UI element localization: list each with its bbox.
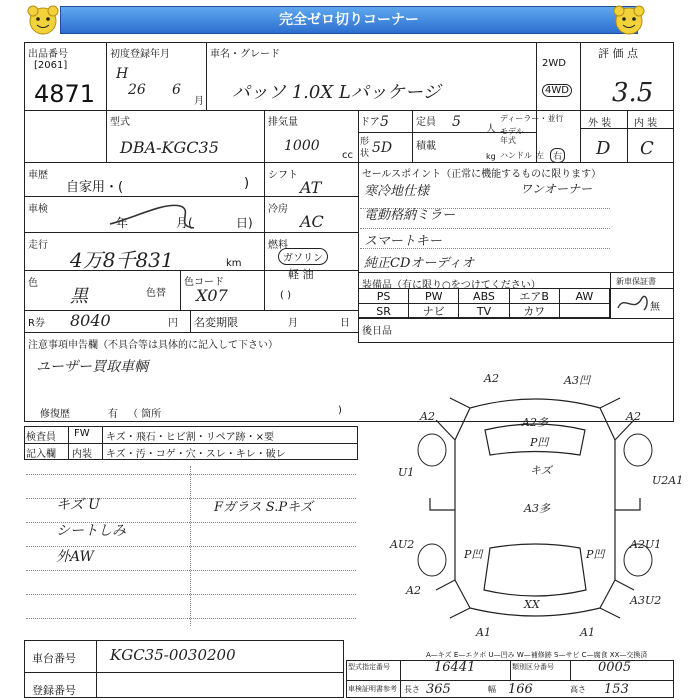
mark-front-right-a3: A3凹 (564, 374, 590, 387)
doors-label: ドア (360, 117, 380, 128)
equip-airbag: エアB (510, 289, 560, 304)
drive-4wd: 4WD (542, 84, 572, 97)
type-no-label: 型式指定番号 (348, 663, 390, 671)
equip-aw: AW (560, 289, 610, 304)
shift-label: シフト (268, 170, 298, 181)
lot-bracket: [2061] (34, 60, 68, 71)
score-ext-value: D (596, 138, 611, 159)
mark-hood-p: P凹 (530, 436, 549, 449)
equip-tv: TV (459, 304, 509, 319)
inspector-fw: FW (74, 428, 90, 439)
mark-right-rear-a2u1: A2U1 (630, 538, 662, 551)
warranty-value: 無 (650, 302, 660, 313)
repair-place: （ 箇所 (128, 409, 162, 420)
sales-point-1: 寒冷地仕様 (364, 184, 430, 199)
mark-left-front-a2: A2 (420, 410, 435, 423)
mark-rear-a1-right: A1 (580, 626, 595, 639)
handle-label: ハンドル (500, 151, 532, 160)
capacity-unit: 人 (486, 124, 496, 135)
shift-value: AT (300, 178, 322, 197)
car-history-close: ) (244, 176, 250, 191)
displacement-unit: cc (342, 150, 353, 161)
lot-label: 出品番号 (28, 49, 68, 60)
mark-left-rear-au2: AU2 (390, 538, 415, 551)
meigi-label: 名変期限 (194, 316, 238, 329)
fuel-label: 燃料 (268, 240, 288, 251)
inspection-month-unit: 月( (176, 216, 193, 230)
inspector-label1: 検査員 (26, 432, 56, 443)
equip-pw: PW (409, 289, 459, 304)
score-value: 3.5 (612, 78, 654, 108)
color-label: 色 (28, 278, 38, 289)
equip-sr: SR (359, 304, 409, 319)
fuel-diesel: 軽 油 (288, 268, 314, 281)
mileage-value: 4万8千831 (70, 248, 174, 272)
dims-height-value: 153 (604, 682, 629, 697)
car-history-label: 車歴 (28, 170, 48, 181)
mascot-right-icon (612, 4, 646, 36)
load-unit: kg (486, 152, 496, 161)
equip-leather: カワ (510, 304, 560, 319)
model-label: 型式 (110, 117, 130, 128)
load-label: 積載 (416, 141, 436, 152)
inspector-label2: 記入欄 (26, 449, 56, 460)
mark-right-u2a1: U2A1 (652, 474, 684, 487)
notes-label: 注意事項申告欄（不具合等は具体的に記入して下さい） (28, 340, 278, 351)
hand-note-right: Fガラス S.Pキズ (214, 500, 313, 515)
inspection-year-unit: 年 (116, 216, 129, 230)
color-change-label: 色替 (146, 288, 166, 299)
mark-right-front-a2: A2 (626, 410, 641, 423)
lot-number: 4871 (34, 80, 96, 108)
sales-points-label: セールスポイント（正常に機能するものに限ります） (362, 169, 602, 180)
first-reg-year: 26 (128, 82, 146, 98)
mascot-left-icon (26, 4, 60, 36)
meigi-month-unit: 月 (288, 318, 298, 329)
warranty-label: 新車保証書 (616, 277, 656, 286)
mark-rear-xx: XX (524, 598, 540, 611)
mark-rear-left-a2: A2 (406, 584, 421, 597)
mark-rear-right-p: P凹 (586, 548, 605, 561)
dims-label: 車検証明書参考 (348, 685, 397, 693)
first-reg-month-unit: 月 (194, 96, 204, 107)
notes-value: ユーザー買取車輌 (36, 359, 148, 375)
meigi-day-unit: 日 (340, 318, 350, 329)
dims-width-label: 幅 (488, 685, 496, 694)
type-no-value: 16441 (434, 660, 476, 675)
r-ticket-unit: 円 (168, 318, 178, 329)
car-name-value: パッソ 1.0X Lパッケージ (232, 82, 441, 103)
r-ticket-label: R券 (28, 318, 45, 329)
mark-rear-right-a3u2: A3U2 (630, 594, 662, 607)
displacement-value: 1000 (284, 138, 320, 154)
repair-close: ) (338, 405, 342, 416)
shape-label2: 状 (360, 149, 370, 159)
dims-height-label: 高さ (570, 685, 586, 694)
mark-windshield: キズ (530, 464, 552, 477)
score-int-value: C (640, 138, 654, 159)
first-reg-label: 初度登録年月 (110, 49, 170, 60)
score-int-label: 内 装 (634, 118, 658, 129)
sales-point-3: スマートキー (364, 234, 442, 249)
score-label: 評 価 点 (598, 47, 638, 60)
chassis-label: 車台番号 (32, 652, 76, 665)
equipment-label: 装備品（有に限り○をつけてください） (362, 280, 541, 291)
rear-seat-label: 後日品 (362, 326, 392, 337)
color-value: 黒 (70, 286, 88, 307)
reg-number-label: 登録番号 (32, 684, 76, 697)
first-reg-month: 6 (172, 82, 181, 98)
fuel-paren: ( ) (280, 290, 291, 301)
fuel-gas: ガソリン (278, 248, 328, 265)
page-title: 完全ゼロ切りコーナー (60, 6, 638, 34)
mark-front-a2: A2 (484, 372, 499, 385)
handle-right: 右 (550, 148, 565, 163)
first-reg-era: H (116, 66, 129, 82)
class-no-label: 類別区分番号 (512, 663, 554, 671)
model-value: DBA-KGC35 (120, 138, 219, 157)
shape-label1: 形 (360, 137, 370, 147)
color-code-value: X07 (196, 286, 228, 305)
ac-label: 冷房 (268, 204, 288, 215)
mileage-unit: km (226, 258, 242, 269)
repair-yes: 有 (108, 409, 118, 420)
doors-value: 5 (380, 114, 389, 130)
inspector-row2: キズ・汚・コゲ・穴・スレ・キレ・破レ (106, 449, 286, 460)
chassis-value: KGC35-0030200 (110, 646, 236, 664)
equip-ps: PS (359, 289, 409, 304)
shape-value: 5D (372, 140, 393, 156)
model-year-label1: モデル (500, 127, 524, 136)
mileage-label: 走行 (28, 240, 48, 251)
drive-2wd: 2WD (542, 58, 566, 69)
mark-rear-a1-left: A1 (476, 626, 491, 639)
ac-value: AC (300, 212, 324, 231)
mark-hood-a2: A2多 (522, 416, 548, 429)
sales-point-4: 純正CDオーディオ (364, 256, 475, 271)
displacement-label: 排気量 (268, 117, 298, 128)
handle-left: 左 (536, 151, 544, 160)
capacity-value: 5 (452, 114, 461, 130)
dims-length-label: 長さ (404, 685, 420, 694)
inspection-day-unit: 日) (236, 216, 253, 230)
mark-left-u1: U1 (398, 466, 415, 479)
warranty-scribble (614, 290, 654, 316)
r-ticket-value: 8040 (70, 311, 111, 330)
car-name-label: 車名・グレード (210, 49, 280, 60)
score-ext-label: 外 装 (588, 118, 612, 129)
equip-navi: ナビ (409, 304, 459, 319)
dims-width-value: 166 (508, 682, 533, 697)
class-no-value: 0005 (598, 660, 632, 675)
car-history-value: 自家用・( (66, 180, 124, 195)
inspection-strike-scribble (104, 198, 224, 232)
capacity-label: 定員 (416, 117, 436, 128)
dims-length-value: 365 (426, 682, 451, 697)
mark-roof-a3: A3多 (524, 502, 550, 515)
color-code-label: 色コード (184, 277, 224, 288)
repair-label: 修復歴 (40, 409, 70, 420)
inspector-row1: キズ・飛石・ヒビ割・リペア跡・×要 (106, 432, 274, 443)
sales-point-2: 電動格納ミラー (364, 208, 456, 223)
equip-abs: ABS (459, 289, 509, 304)
hand-note-1: キズ U (56, 497, 100, 513)
sales-point-note: ワンオーナー (520, 182, 593, 196)
hand-note-2: シートしみ (56, 523, 126, 539)
car-legend: A—キズ E—エクボ U—凹み W—補修跡 S—サビ C—腐食 XX—交換済 (426, 651, 648, 659)
hand-note-3: 外AW (56, 549, 94, 565)
inspection-label: 車検 (28, 204, 48, 215)
mark-rear-left-p: P凹 (464, 548, 483, 561)
dealer-label: ディーラー・並行 (500, 114, 564, 123)
inspector-int: 内装 (72, 449, 92, 460)
model-year-label2: 年式 (500, 136, 516, 145)
